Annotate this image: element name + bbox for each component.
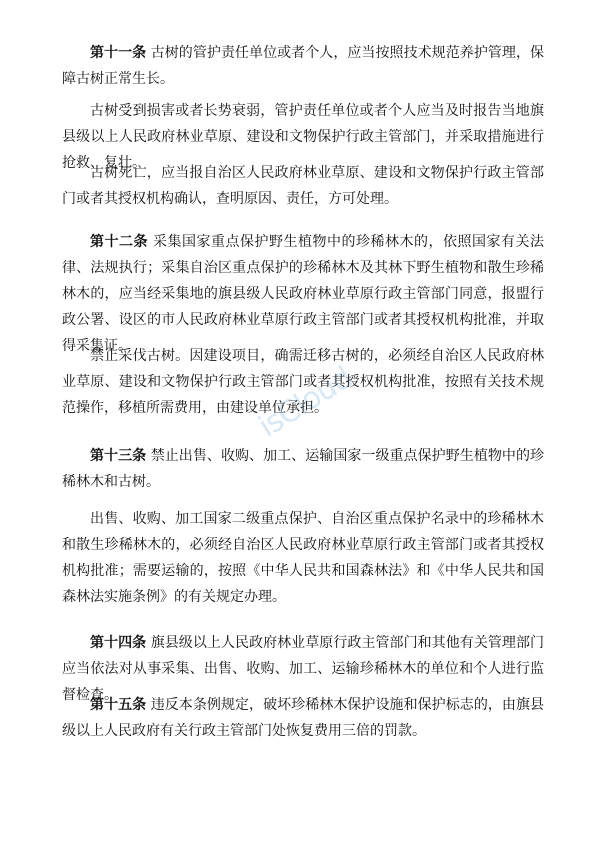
- paragraph-text: 古树受到损害或者长势衰弱，管护责任单位或者个人应当及时报告当地旗县级以上人民政府林业草原、建设和文物保护行政主管部门，并采取措施进行抢救、复壮。: [62, 103, 544, 171]
- article-heading: 第十四条: [90, 635, 147, 651]
- paragraph-text: 出售、收购、加工国家二级重点保护、自治区重点保护名录中的珍稀林木和散生珍稀林木的，必须经自治区人民政府林业草原行政主管部门或者其授权机构批准；需要运输的，按照《中华人民共和国森林法》和《中华人民共和国森林法实施条例》的有关规定办理。: [62, 511, 544, 605]
- paragraph: [62, 343, 544, 421]
- paragraph-text: 禁止采伐古树。因建设项目，确需迁移古树的，必须经自治区人民政府林业草原、建设和文物保护行政主管部门或者其授权机构批准，按照有关技术规范操作，移植所需费用，由建设单位承担。: [62, 348, 544, 416]
- article-heading: 第十一条: [90, 45, 147, 61]
- paragraph: [62, 506, 544, 610]
- article-15-paragraph: [62, 692, 544, 744]
- article-11-paragraph: [62, 40, 544, 92]
- watermark: isCloud: [252, 360, 359, 445]
- article-heading: 第十五条: [90, 697, 147, 713]
- paragraph: [62, 160, 544, 212]
- paragraph-text: 采集国家重点保护野生植物中的珍稀林木的，依照国家有关法律、法规执行；采集自治区重点保护的珍稀林木及其林下野生植物和散生珍稀林木的，应当经采集地的旗县级人民政府林业草原行政主管部门同意，报盟行政公署、设区的市人民政府林业草原行政主管部门或者其授权机构批准，并取得采集证。: [62, 234, 545, 354]
- article-12-paragraph: [62, 229, 544, 359]
- paragraph-text: 禁止出售、收购、加工、运输国家一级重点保护野生植物中的珍稀林木和古树。: [62, 448, 545, 490]
- paragraph-text: 违反本条例规定，破坏珍稀林木保护设施和保护标志的，由旗县级以上人民政府有关行政主管部门处恢复费用三倍的罚款。: [62, 697, 545, 739]
- article-heading: 第十二条: [90, 234, 149, 250]
- paragraph-text: 古树的管护责任单位或者个人，应当按照技术规范养护管理，保障古树正常生长。: [62, 45, 545, 87]
- paragraph-text: 古树死亡，应当报自治区人民政府林业草原、建设和文物保护行政主管部门或者其授权机构确认，查明原因、责任，方可处理。: [62, 165, 544, 207]
- article-heading: 第十三条: [90, 448, 147, 464]
- paragraph-text: 旗县级以上人民政府林业草原行政主管部门和其他有关管理部门应当依法对从事采集、出售、收购、加工、运输珍稀林木的单位和个人进行监督检查。: [62, 635, 545, 703]
- article-13-paragraph: [62, 443, 544, 495]
